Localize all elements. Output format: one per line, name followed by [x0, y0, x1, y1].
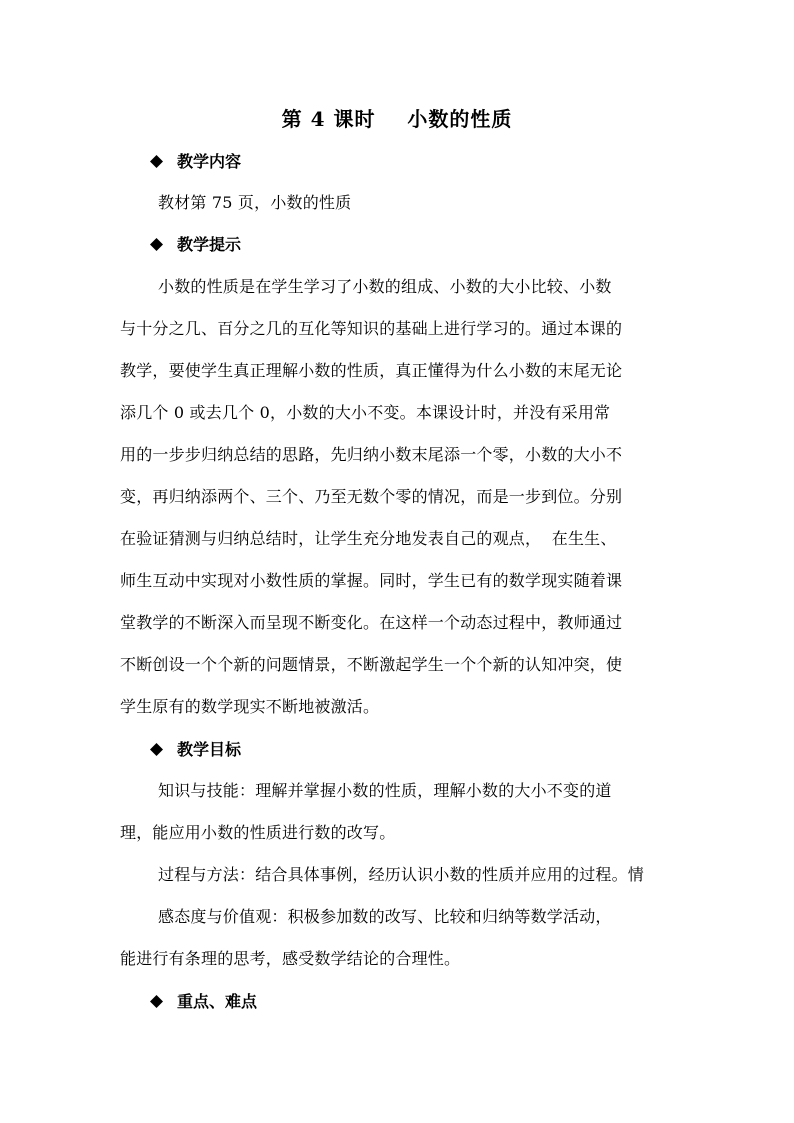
paragraph-line: 过程与方法：结合具体事例，经历认识小数的性质并应用的过程。情 [158, 865, 645, 884]
paragraph-line: 与十分之几、百分之几的互化等知识的基础上进行学习的。通过本课的 [120, 319, 623, 338]
section-heading-label: 教学提示 [177, 235, 242, 254]
paragraph-line: 变，再归纳添两个、三个、乃至无数个零的情况，而是一步到位。分别 [120, 487, 623, 506]
paragraph-line: 在验证猜测与归纳总结时，让学生充分地发表自己的观点， 在生生、 [120, 529, 617, 548]
section-heading-goals [150, 737, 241, 760]
paragraph-line: 用的一步步归纳总结的思路，先归纳小数末尾添一个零，小数的大小不 [120, 445, 623, 464]
paragraph-line: 教材第 75 页，小数的性质 [158, 193, 352, 212]
diamond-bullet-icon [150, 743, 163, 756]
section-heading-label: 重点、难点 [177, 992, 258, 1011]
paragraph-line: 教学，要使学生真正理解小数的性质，真正懂得为什么小数的末尾无论 [120, 361, 623, 380]
section-heading-label: 教学内容 [177, 152, 242, 171]
paragraph-line: 师生互动中实现对小数性质的掌握。同时，学生已有的数学现实随着课 [120, 571, 623, 590]
paragraph-line: 理，能应用小数的性质进行数的改写。 [120, 823, 396, 842]
section-heading-tips [150, 232, 241, 255]
paragraph-line: 感态度与价值观：积极参加数的改写、比较和归纳等数学活动， [158, 907, 612, 926]
paragraph-line: 小数的性质是在学生学习了小数的组成、小数的大小比较、小数 [158, 277, 612, 296]
section-heading-content [150, 149, 241, 172]
diamond-bullet-icon [150, 155, 163, 168]
paragraph-line: 知识与技能：理解并掌握小数的性质，理解小数的大小不变的道 [158, 781, 612, 800]
paragraph-line: 能进行有条理的思考，感受数学结论的合理性。 [120, 949, 461, 968]
paragraph-line: 学生原有的数学现实不断地被激活。 [120, 697, 380, 716]
paragraph-line: 不断创设一个个新的问题情景，不断激起学生一个个新的认知冲突，使 [120, 655, 623, 674]
page-title: 第 4 课时 小数的性质 [281, 107, 513, 131]
section-heading-key-points [150, 989, 257, 1012]
section-heading-label: 教学目标 [177, 740, 242, 759]
diamond-bullet-icon [150, 995, 163, 1008]
paragraph-line: 堂教学的不断深入而呈现不断变化。在这样一个动态过程中，教师通过 [120, 613, 623, 632]
diamond-bullet-icon [150, 238, 163, 251]
paragraph-line: 添几个 0 或去几个 0，小数的大小不变。本课设计时，并没有采用常 [120, 403, 611, 422]
